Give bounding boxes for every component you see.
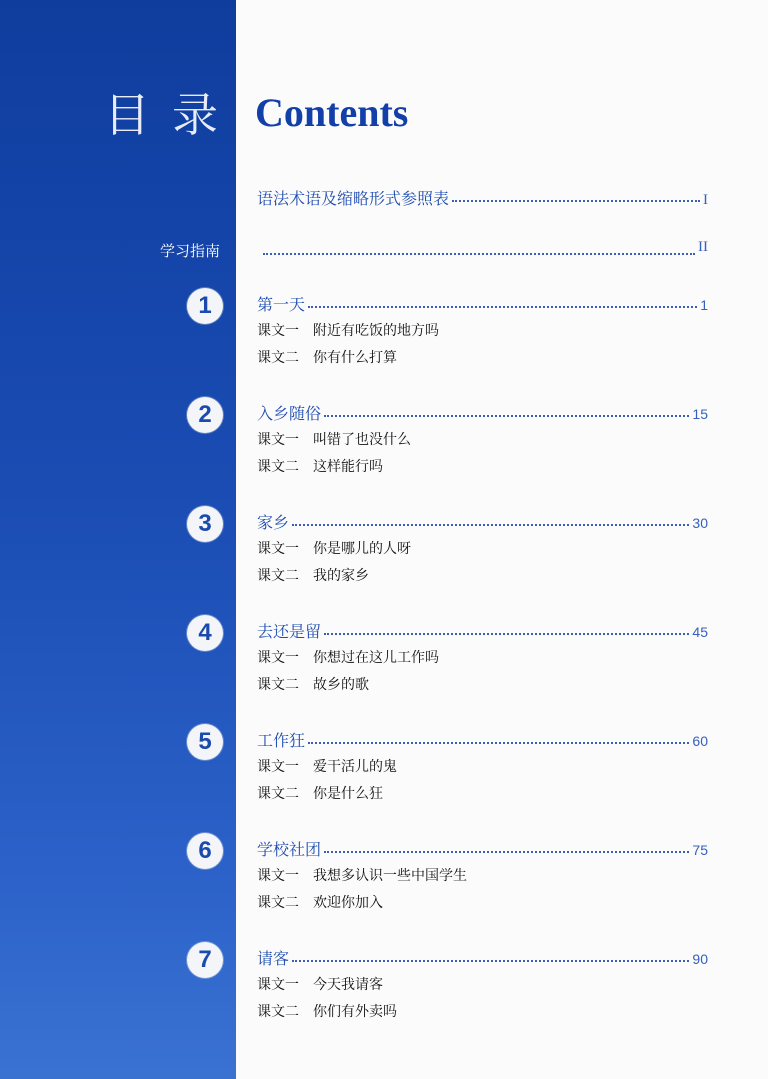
toc-page-number: 30 [692, 515, 708, 531]
chapter-number-badge: 2 [187, 397, 223, 433]
toc-page-number: II [698, 239, 708, 255]
lesson-label: 课文二 [257, 568, 299, 584]
lesson-title: 附近有吃饭的地方吗 [313, 323, 439, 339]
toc-entry-chapter[interactable] [257, 401, 708, 423]
chapter-title: 请客 [257, 949, 290, 968]
lesson-entry[interactable] [257, 1001, 397, 1021]
lesson-entry[interactable] [257, 865, 467, 885]
lesson-label: 课文二 [257, 459, 299, 475]
toc-entry-chapter[interactable] [257, 837, 708, 859]
toc-entry-chapter[interactable] [257, 510, 708, 532]
lesson-label: 课文二 [257, 677, 299, 693]
lesson-entry[interactable] [257, 429, 411, 449]
chapter-title: 学校社团 [257, 840, 322, 859]
chapter-title: 第一天 [257, 295, 306, 314]
toc-entry-chapter[interactable] [257, 946, 708, 968]
page-title-english: Contents [255, 90, 409, 135]
lesson-title: 欢迎你加入 [313, 895, 383, 911]
toc-page-number: 1 [700, 297, 708, 313]
lesson-label: 课文一 [257, 432, 299, 448]
lesson-title: 你是哪儿的人呀 [313, 541, 411, 557]
toc-entry-chapter[interactable] [257, 292, 708, 314]
chapter-number-badge: 6 [187, 833, 223, 869]
toc-page-number: I [703, 192, 708, 208]
chapter-number-badge: 7 [187, 942, 223, 978]
dot-leader [324, 414, 689, 417]
lesson-entry[interactable] [257, 347, 397, 367]
lesson-entry[interactable] [257, 674, 369, 694]
toc-entry-study-guide[interactable] [257, 239, 708, 261]
toc-entry-study-guide-label[interactable]: 学习指南 [160, 242, 221, 260]
chapter-title: 入乡随俗 [257, 404, 322, 423]
toc-page-number: 90 [692, 951, 708, 967]
lesson-label: 课文二 [257, 895, 299, 911]
chapter-title: 工作狂 [257, 731, 306, 750]
lesson-entry[interactable] [257, 538, 411, 558]
toc-entry-chapter[interactable] [257, 619, 708, 641]
chapter-title: 家乡 [257, 513, 290, 532]
toc-page-number: 75 [692, 842, 708, 858]
toc-page-number: 45 [692, 624, 708, 640]
lesson-title: 故乡的歌 [313, 677, 369, 693]
dot-leader [292, 523, 689, 526]
toc-page-number: 15 [692, 406, 708, 422]
dot-leader [308, 741, 689, 744]
lesson-title: 今天我请客 [313, 977, 383, 993]
lesson-entry[interactable] [257, 320, 439, 340]
lesson-title: 你有什么打算 [313, 350, 397, 366]
lesson-title: 叫错了也没什么 [313, 432, 411, 448]
dot-leader [292, 959, 689, 962]
dot-leader [324, 632, 689, 635]
chapter-number-badge: 1 [187, 288, 223, 324]
lesson-label: 课文一 [257, 323, 299, 339]
lesson-label: 课文二 [257, 1004, 299, 1020]
lesson-entry[interactable] [257, 974, 383, 994]
dot-leader [263, 252, 695, 255]
page-title-chinese: 目录 [104, 88, 240, 142]
lesson-entry[interactable] [257, 456, 383, 476]
lesson-label: 课文一 [257, 759, 299, 775]
chapter-number-badge: 3 [187, 506, 223, 542]
dot-leader [308, 305, 697, 308]
lesson-label: 课文一 [257, 650, 299, 666]
toc-entry-chapter[interactable] [257, 728, 708, 750]
lesson-label: 课文一 [257, 868, 299, 884]
lesson-title: 你想过在这儿工作吗 [313, 650, 439, 666]
lesson-entry[interactable] [257, 783, 383, 803]
lesson-entry[interactable] [257, 756, 397, 776]
toc-entry-title: 语法术语及缩略形式参照表 [257, 189, 450, 208]
lesson-label: 课文二 [257, 350, 299, 366]
lesson-title: 你是什么狂 [313, 786, 383, 802]
lesson-label: 课文一 [257, 541, 299, 557]
dot-leader [324, 850, 689, 853]
lesson-title: 这样能行吗 [313, 459, 383, 475]
lesson-entry[interactable] [257, 892, 383, 912]
chapter-number-badge: 5 [187, 724, 223, 760]
toc-page-number: 60 [692, 733, 708, 749]
lesson-label: 课文二 [257, 786, 299, 802]
lesson-title: 爱干活儿的鬼 [313, 759, 397, 775]
chapter-title: 去还是留 [257, 622, 322, 641]
toc-entry-grammar-terms[interactable] [257, 186, 708, 208]
lesson-entry[interactable] [257, 565, 369, 585]
lesson-title: 我想多认识一些中国学生 [313, 868, 467, 884]
lesson-title: 你们有外卖吗 [313, 1004, 397, 1020]
chapter-number-badge: 4 [187, 615, 223, 651]
lesson-entry[interactable] [257, 647, 439, 667]
lesson-label: 课文一 [257, 977, 299, 993]
lesson-title: 我的家乡 [313, 568, 369, 584]
dot-leader [452, 199, 700, 202]
